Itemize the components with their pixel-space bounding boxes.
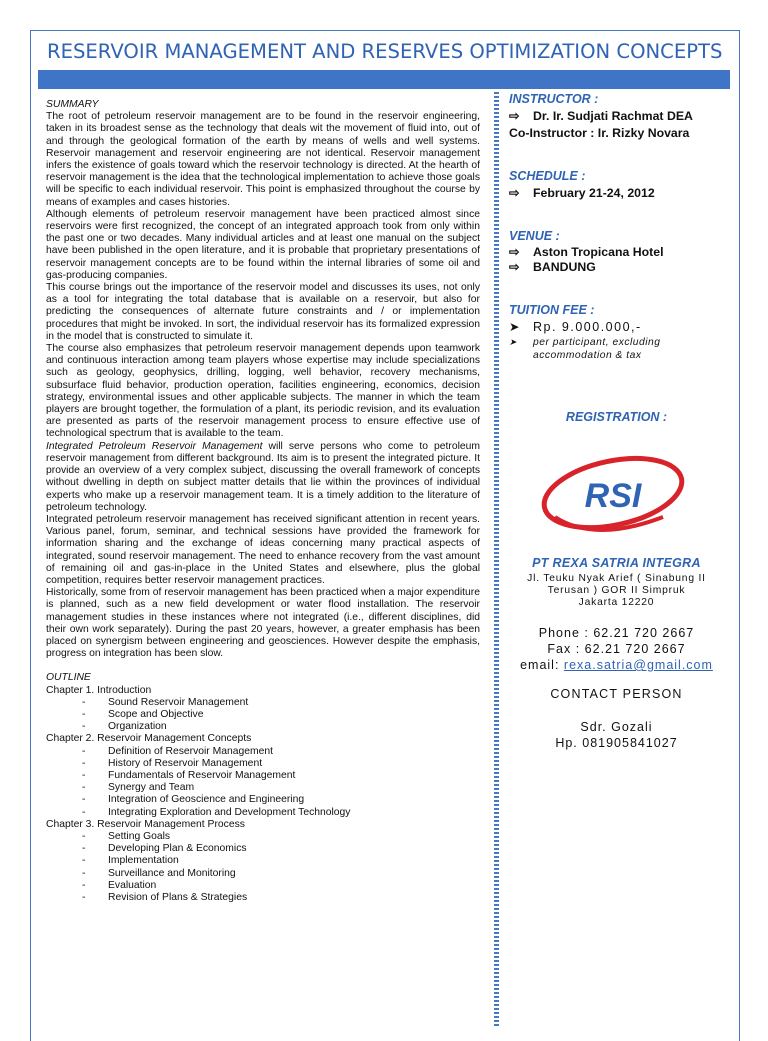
contact-name: Sdr. Gozali	[580, 720, 653, 734]
outline-heading: OUTLINE	[46, 672, 91, 684]
outline-list	[46, 685, 480, 905]
registration-heading: REGISTRATION :	[565, 410, 668, 424]
summary-paragraph-4: The course also emphasizes that petroleum reservoir management depends upon teamwork and continuous interaction among team players whose expertise may include specializations such as geology, geophysics, drilling, logging, well behavior, recovery mechanisms, subsurface fluid behavior, production operation, facilities engineering, economics, decision strategy, environmental issues and other applicable subjects. The manner in which the team players are brought together, the formulation of a plant, its periodic revision, and its evaluation are presented as parts of the reservoir management process to ensure effective use of technological spectrum that is available to the team.	[46, 343, 480, 440]
email-label: email:	[520, 658, 564, 672]
double-arrow-right-icon: ⇨	[509, 186, 520, 200]
title-band	[38, 70, 730, 89]
rsi-logo	[535, 447, 695, 547]
list-item: - Synergy and Team	[82, 782, 195, 794]
summary-paragraph-5	[46, 441, 480, 514]
schedule-heading: SCHEDULE :	[509, 169, 586, 183]
summary-paragraph-7: Historically, some from of reservoir management has been practiced when a major expenditure is planned, such as a new field development or water flood installation. The reservoir management studies in these instances where not integrated (i.e., different disciplines, did their own work separately). During the past 20 years, however, a greater emphasis has been placed on synergism between engineering and geosciences. However despite the emphasis, progress on integration has been slow.	[46, 587, 480, 660]
schedule-line: ⇨ February 21-24, 2012	[509, 186, 655, 200]
co-instructor-line: Co-Instructor : Ir. Rizky Novara	[509, 126, 690, 140]
registration-block	[509, 408, 724, 426]
list-item: - Sound Reservoir Management	[82, 696, 249, 708]
list-item: - Evaluation	[82, 879, 157, 891]
instructor-line: ⇨ Dr. Ir. Sudjati Rachmat DEA	[509, 109, 693, 123]
arrowhead-right-icon: ➤	[509, 320, 521, 334]
summary-paragraph-3: This course brings out the importance of the reservoir model and discusses its uses, not only as a tool for integrating the total database that is available on a reservoir, but also for predicting the consequences of alternate future constraints and / or implementation procedures that might be invoked. In sort, the individual reservoir has its formalized expression in the model that is constructed to simulate it.	[46, 282, 480, 342]
phone-text: Phone : 62.21 720 2667	[538, 626, 695, 640]
list-item: - Integrating Exploration and Development Technology	[82, 806, 351, 818]
page-title: RESERVOIR MANAGEMENT AND RESERVES OPTIMIZATION CONCEPTS	[47, 40, 723, 63]
chapter-1-label: Chapter 1. Introduction	[46, 684, 152, 696]
chapter-2-label: Chapter 2. Reservoir Management Concepts	[46, 733, 252, 745]
list-item: - Revision of Plans & Strategies	[82, 892, 248, 903]
address-line-3: Jakarta 12220	[578, 597, 655, 608]
list-item: - Fundamentals of Reservoir Management	[82, 769, 296, 781]
logo-text: RSI	[584, 477, 642, 515]
list-item: - Setting Goals	[82, 830, 171, 842]
double-arrow-right-icon: ⇨	[509, 109, 520, 123]
list-item: - Definition of Reservoir Management	[82, 745, 274, 757]
summary-heading: SUMMARY	[46, 99, 99, 110]
double-arrow-right-icon: ⇨	[509, 245, 520, 259]
contact-details	[509, 625, 724, 673]
arrowhead-right-icon: ➤	[509, 337, 518, 347]
venue-heading: VENUE :	[509, 229, 560, 243]
company-block	[509, 556, 724, 609]
tuition-fee-line: ➤ Rp. 9.000.000,-	[509, 320, 642, 334]
fee-note-line: ➤ per participant, excluding	[509, 337, 661, 348]
instructor-heading: INSTRUCTOR :	[509, 92, 599, 106]
venue-line-1: ⇨ Aston Tropicana Hotel	[509, 245, 664, 259]
contact-person-heading: CONTACT PERSON	[550, 687, 683, 701]
list-item: - Surveillance and Monitoring	[82, 867, 236, 879]
email-line	[509, 657, 724, 673]
main-column	[46, 99, 480, 904]
fax-text: Fax : 62.21 720 2667	[547, 642, 686, 656]
list-item: - Developing Plan & Economics	[82, 843, 247, 855]
sidebar	[509, 92, 724, 362]
list-item: - History of Reservoir Management	[82, 757, 263, 769]
chapter-3-label: Chapter 3. Reservoir Management Process	[46, 818, 245, 830]
list-item: - Scope and Objective	[82, 708, 204, 720]
address-line-1: Jl. Teuku Nyak Arief ( Sinabung II	[527, 573, 706, 584]
summary-paragraph-5-text: will serve persons who come to petroleum reservoir management from different background. Its aim is to present the integrated picture. It provide an overview of a very complex subject, discussing the overall framework of concepts without dwelling in depth on subject matter details that lie within the provinces of individual experts who make up a reservoir management team. It is a timely addition to the literature of petroleum technology.	[46, 440, 481, 513]
summary-paragraph-6: Integrated petroleum reservoir management has received significant attention in recent years. Various panel, forum, seminar, and technical sessions have provided the framework for information sharing and the exchange of ideas concerning many practical aspects of integrated, sound reservoir management. The need to enhance recovery from the vast amount of remaining oil and gas-in-place in the United States and elsewhere, plus the global competition, requires better reservoir management practices.	[46, 513, 480, 586]
address-line-2: Terusan ) GOR II Simpruk	[547, 585, 686, 596]
summary-paragraph-2: Although elements of petroleum reservoir management have been practiced almost since reservoirs were first recognized, the concept of an integrated approach took from only within the past one or two decades. Many individual articles and at least one manual on the subject have been published in the open literature, and it is probable that proprietary presentations of reservoir management concepts are to be found within the internal libraries of some oil and gas-producing companies.	[46, 208, 480, 281]
fee-note-line-2: accommodation & tax	[533, 350, 642, 361]
dashed-divider	[494, 92, 499, 1027]
list-item: - Organization	[82, 721, 167, 733]
contact-phone: Hp. 081905841027	[555, 736, 678, 750]
double-arrow-right-icon: ⇨	[509, 260, 520, 274]
summary-paragraph-1: The root of petroleum reservoir management are to be found in the reservoir engineering, taken in its broadest sense as the technology that deals wit the movement of fluid into, out of and through the geological formation of the earth by means of wells and well systems. Reservoir management and reservoir engineering are not identical. Reservoir management infers the existence of goals toward which the reservoir technology is directed. At the hearth of reservoir management is the idea that the technological implementation to achieve those goals will be specific to each individual reservoir. This point is emphasized throughout the course by means of examples and cases histories.	[46, 111, 480, 208]
list-item: - Implementation	[82, 855, 179, 867]
course-title-italic: Integrated Petroleum Reservoir Management	[46, 440, 263, 452]
venue-line-2: ⇨ BANDUNG	[509, 260, 596, 274]
list-item: - Integration of Geoscience and Engineering	[82, 794, 305, 806]
email-link[interactable]: rexa.satria@gmail.com	[563, 658, 713, 672]
tuition-fee-heading: TUITION FEE :	[509, 303, 595, 317]
company-name: PT REXA SATRIA INTEGRA	[532, 556, 701, 570]
contact-person	[509, 719, 724, 751]
